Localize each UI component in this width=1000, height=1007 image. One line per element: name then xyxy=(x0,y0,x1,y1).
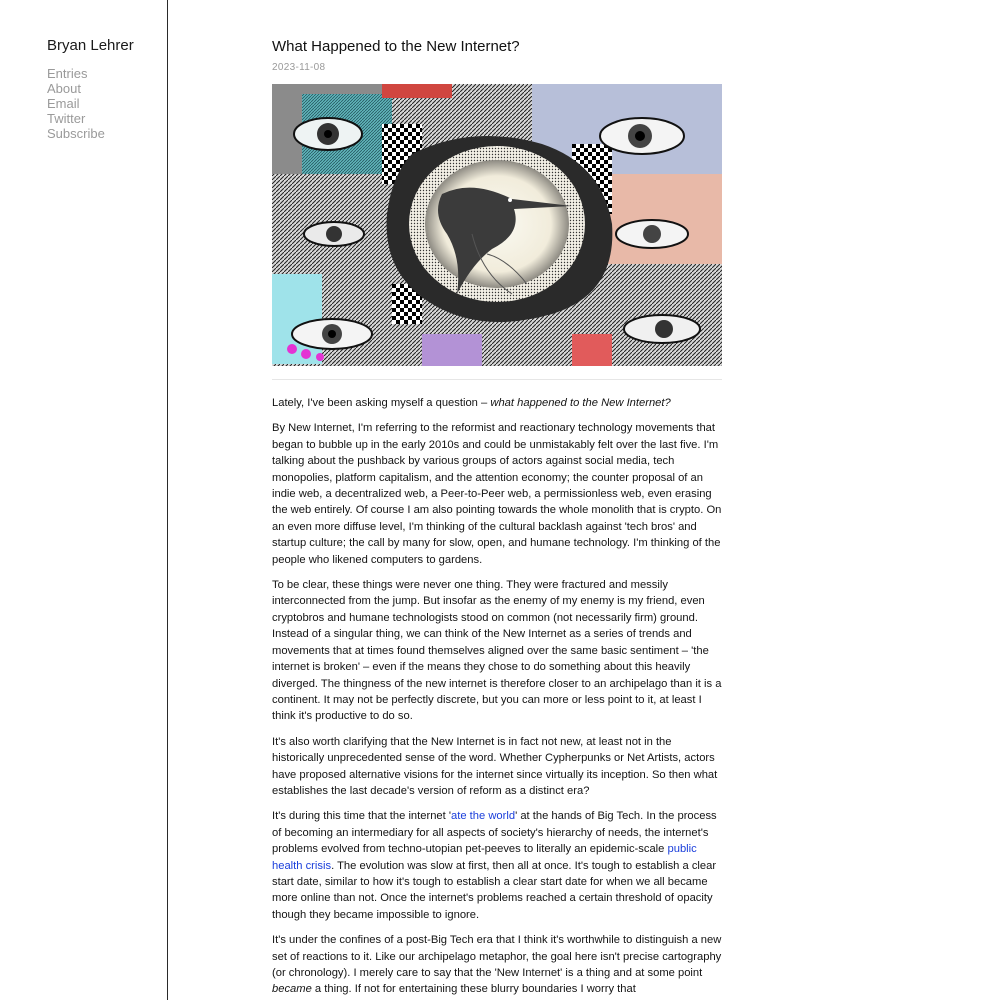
paragraph-5-text-c: . The evolution was slow at first, then all at once. It's tough to establish a clear start date, similar to how it's tough to establish a clear start date for when we all became more online than not. Once the internet's problems reached a certain threshold of opacity though they became impossible to ignore. xyxy=(272,859,717,921)
paragraph-5-text-a: It's during this time that the internet ' xyxy=(272,810,452,823)
post-title: What Happened to the New Internet? xyxy=(272,38,520,55)
paragraph-6-text-a: It's under the confines of a post-Big Tech era that I think it's worthwhile to distinguish a new set of reactions to it. Like our archipelago metaphor, the goal here isn't precise cartography (or chronology). I merely care to say that the 'New Internet' is a thing and at some point xyxy=(272,934,722,979)
link-public-health-crisis[interactable]: public health crisis xyxy=(272,843,697,872)
paragraph-2: By New Internet, I'm referring to the reformist and reactionary technology movements that began to bubble up in the early 2010s and could be unmistakably felt over the last five. I'm talking about the pushback by various groups of actors against social media, tech monopolies, platform capitalism, and the attention economy; the counter proposal of an indie web, a decentralized web, a Peer-to-Peer web, a permissionless web, even erasing the web entirely. Of course I am also pointing towards the whole monolith that is crypto. On an even more diffuse level, I'm thinking of the cultural backlash against 'tech bros' and startup culture; the call by many for slow, open, and humane technology. I'm thinking of the people who likened computers to gardens. xyxy=(272,422,722,566)
paragraph-1 xyxy=(272,395,722,411)
sidebar xyxy=(0,0,168,1000)
paragraph-6-text-b: a thing. If not for entertaining these blurry boundaries I worry that xyxy=(311,983,636,996)
divider xyxy=(272,379,722,380)
link-ate-the-world[interactable]: ate the world xyxy=(451,810,516,823)
nav-about[interactable]: About xyxy=(47,81,81,96)
nav-email[interactable]: Email xyxy=(47,96,80,111)
paragraph-5-text-b: ' at the hands of Big Tech. In the process of becoming an intermediary for all aspects of society's hierarchy of needs, the internet's problems evolved from techno-utopian pet-peeves to literally an epidemic-scale xyxy=(272,810,717,856)
site-title[interactable]: Bryan Lehrer xyxy=(47,37,134,54)
paragraph-5 xyxy=(272,808,722,923)
nav-entries[interactable]: Entries xyxy=(47,66,88,81)
article-body xyxy=(272,395,722,1007)
paragraph-6-emphasis: became xyxy=(272,983,312,996)
paragraph-1-text: Lately, I've been asking myself a question – xyxy=(272,397,491,409)
post-date: 2023-11-08 xyxy=(272,62,326,73)
paragraph-6 xyxy=(272,932,722,998)
sidebar-nav xyxy=(47,66,105,141)
nav-subscribe[interactable]: Subscribe xyxy=(47,126,105,141)
hero-image xyxy=(272,84,722,366)
nav-twitter[interactable]: Twitter xyxy=(47,111,86,126)
paragraph-1-emphasis: what happened to the New Internet? xyxy=(490,397,671,409)
paragraph-4: It's also worth clarifying that the New Internet is in fact not new, at least not in the historically unprecedented sense of the word. Whether Cypherpunks or Net Artists, actors have proposed alternative visions for the internet since virtually its inception. So then what establishes the last decade's version of reform as a distinct era? xyxy=(272,735,718,797)
paragraph-3: To be clear, these things were never one thing. They were fractured and messily interconnected from the jump. But insofar as the enemy of my enemy is my friend, even cryptobros and humane technologists stood on common (not necessarily firm) ground. Instead of a singular thing, we can think of the New Internet as a series of trends and movements that at times found themselves aligned over the same basic sentiment – 'the internet is broken' – even if the means they chose to do something about this heavily diverged. The thingness of the new internet is therefore closer to an archipelago than it is a continent. It may not be perfectly discrete, but you can more or less point to it, at least I think it's productive to do so. xyxy=(272,579,722,723)
